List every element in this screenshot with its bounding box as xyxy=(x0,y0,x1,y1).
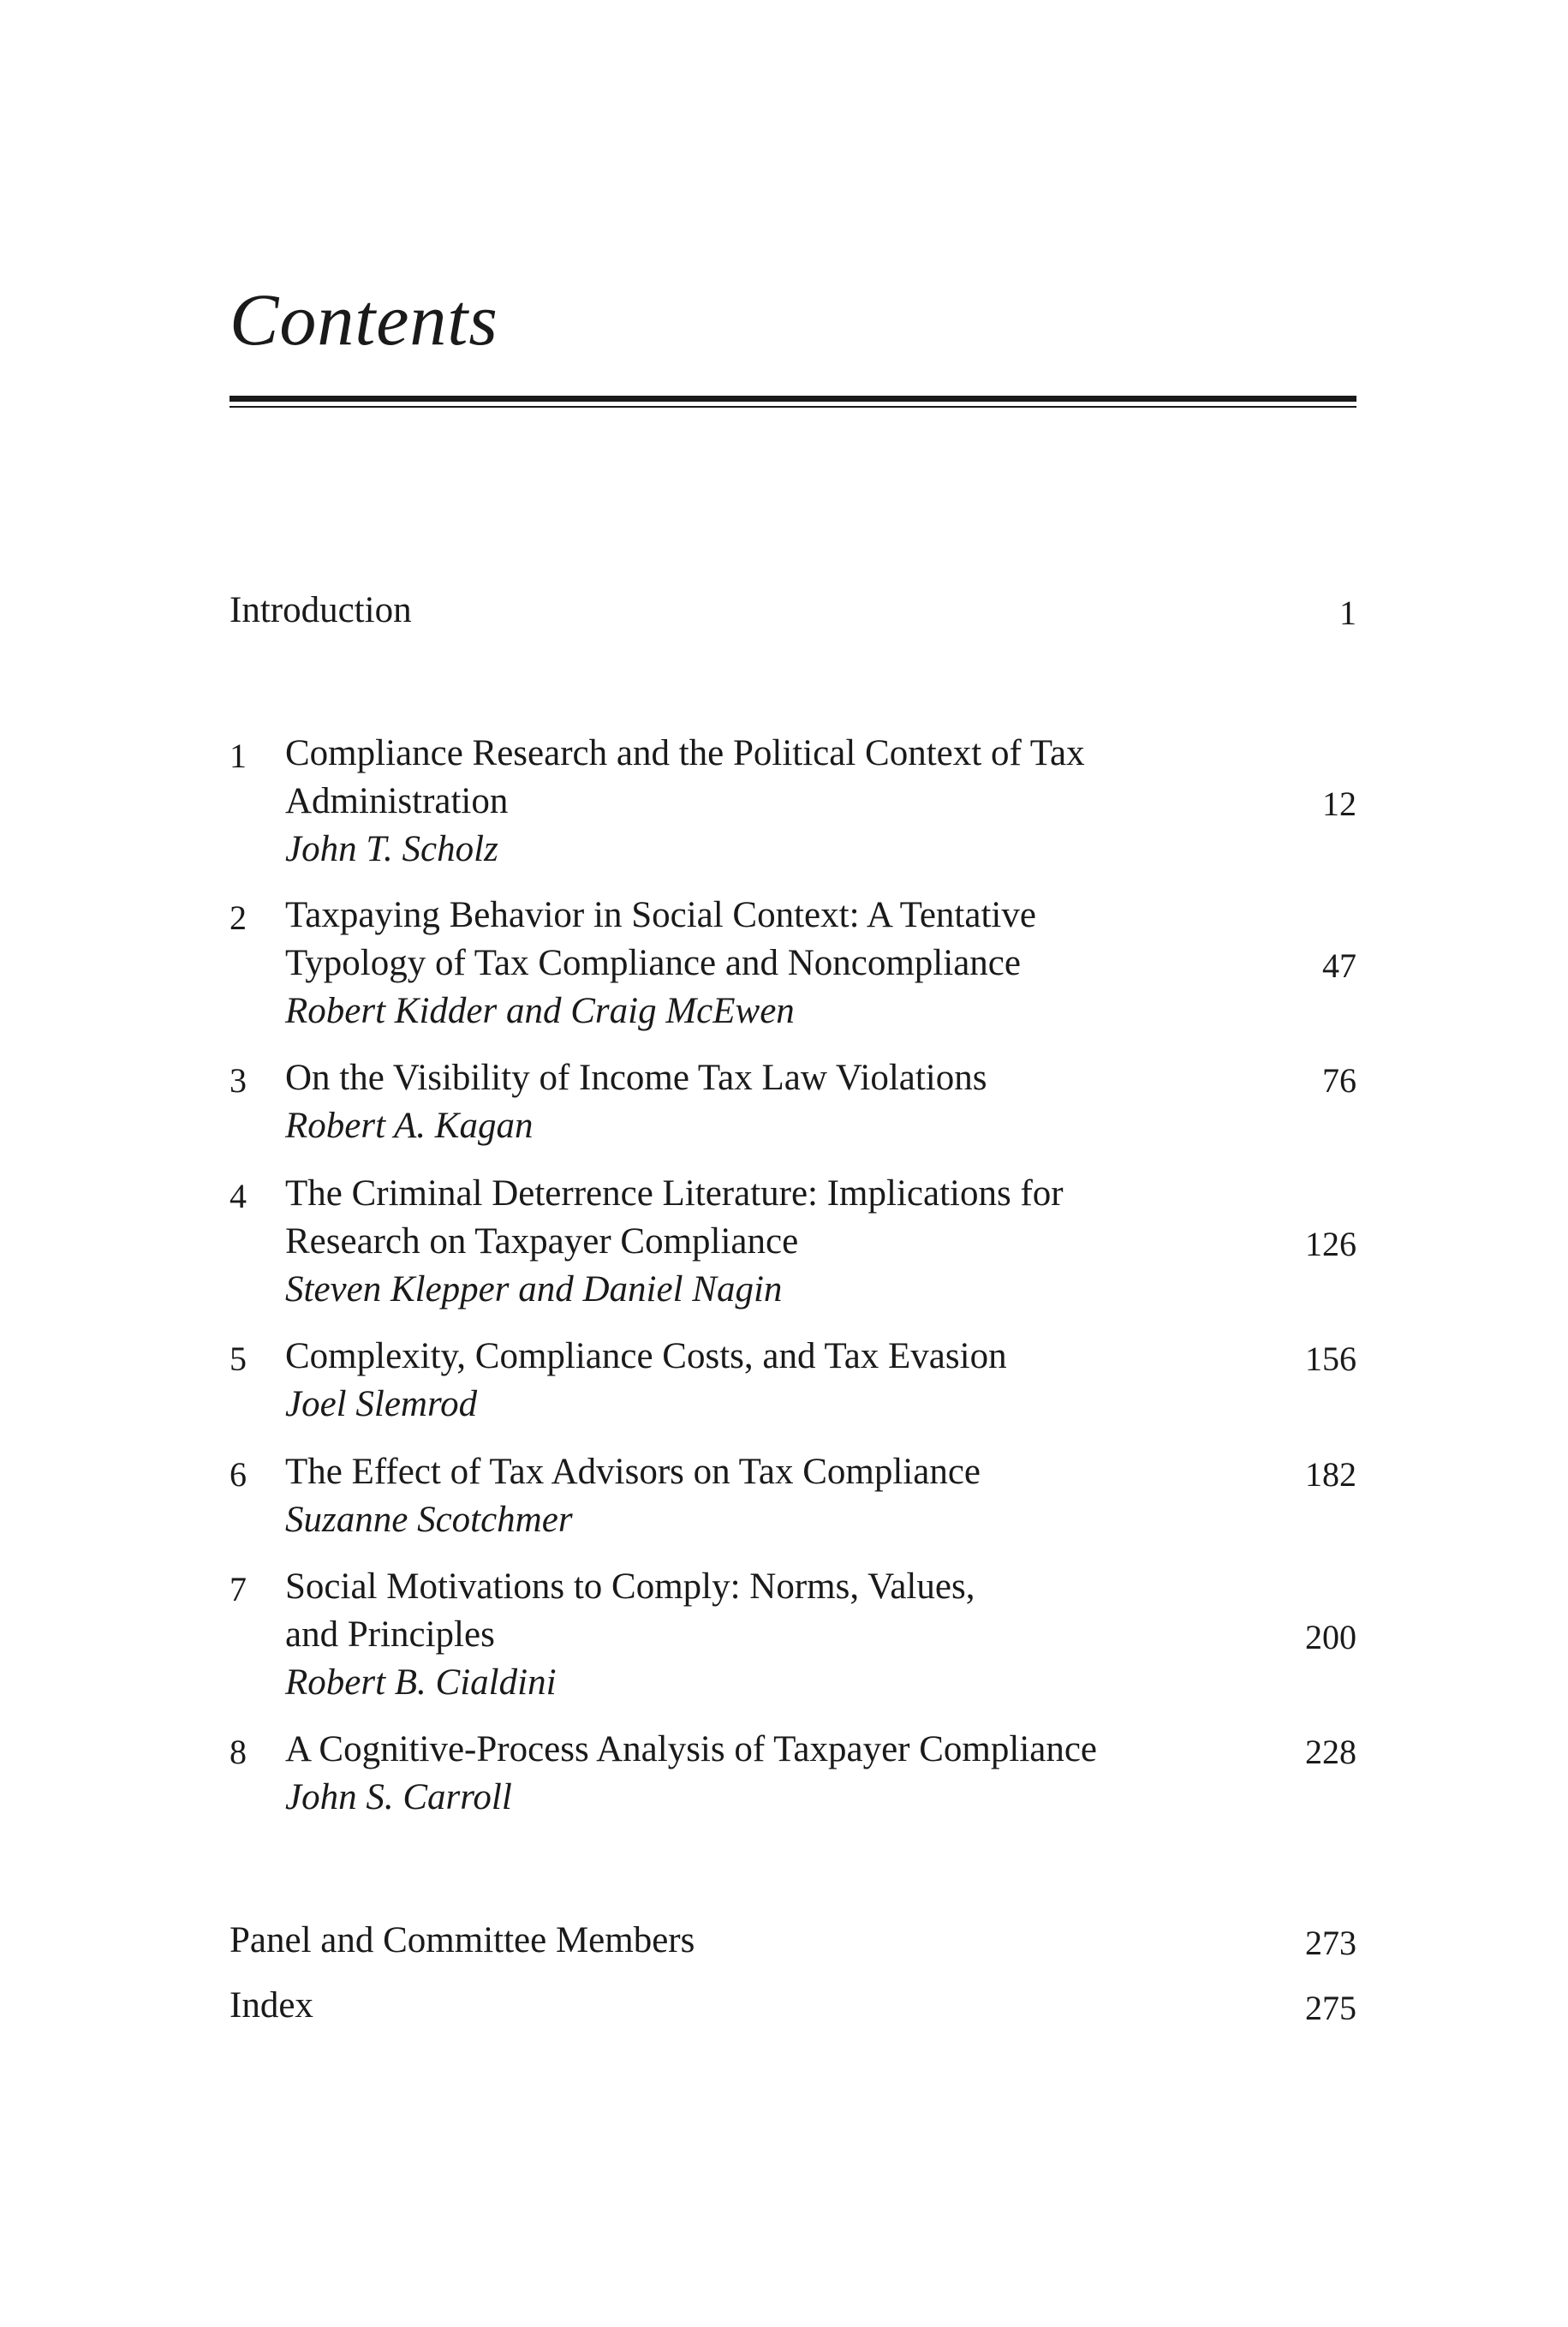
chapter-title-line: On the Visibility of Income Tax Law Violations xyxy=(285,1058,987,1098)
toc-page-number: 156 xyxy=(1305,1340,1356,1378)
chapter-number: 2 xyxy=(230,898,247,937)
chapter-number: 1 xyxy=(230,737,247,775)
toc-page-number: 273 xyxy=(1305,1924,1356,1962)
toc-entry-label: Index xyxy=(230,1985,313,2026)
chapter-title-line: The Effect of Tax Advisors on Tax Compliance xyxy=(285,1452,981,1492)
toc-page-number: 1 xyxy=(1339,594,1356,632)
chapter-author: John T. Scholz xyxy=(285,829,498,869)
toc-page-number: 47 xyxy=(1322,946,1356,985)
chapter-number: 7 xyxy=(230,1570,247,1608)
page-title: Contents xyxy=(230,278,498,361)
chapter-title-line: Research on Taxpayer Compliance xyxy=(285,1221,799,1262)
chapter-number: 8 xyxy=(230,1733,247,1771)
toc-page-number: 200 xyxy=(1305,1618,1356,1656)
chapter-number: 3 xyxy=(230,1061,247,1100)
chapter-title-line: Social Motivations to Comply: Norms, Values, xyxy=(285,1566,975,1607)
chapter-author: Steven Klepper and Daniel Nagin xyxy=(285,1269,783,1310)
chapter-author: Suzanne Scotchmer xyxy=(285,1500,573,1540)
toc-page-number: 12 xyxy=(1322,785,1356,823)
toc-page-number: 228 xyxy=(1305,1733,1356,1771)
chapter-author: Joel Slemrod xyxy=(285,1384,478,1424)
toc-entry-label: Introduction xyxy=(230,590,412,630)
toc-page-number: 182 xyxy=(1305,1455,1356,1494)
toc-page-number: 76 xyxy=(1322,1061,1356,1100)
toc-page-number: 126 xyxy=(1305,1225,1356,1263)
chapter-title-line: Compliance Research and the Political Context of Tax xyxy=(285,733,1085,773)
chapter-number: 6 xyxy=(230,1455,247,1494)
chapter-title-line: Complexity, Compliance Costs, and Tax Evasion xyxy=(285,1336,1007,1376)
chapter-author: John S. Carroll xyxy=(285,1777,512,1817)
toc-entry-label: Panel and Committee Members xyxy=(230,1920,695,1960)
chapter-number: 5 xyxy=(230,1340,247,1378)
chapter-title-line: The Criminal Deterrence Literature: Implications for xyxy=(285,1173,1064,1214)
chapter-title-line: Taxpaying Behavior in Social Context: A Tentative xyxy=(285,895,1036,935)
chapter-title-line: Administration xyxy=(285,781,509,821)
toc-page-number: 275 xyxy=(1305,1989,1356,2027)
chapter-title-line: A Cognitive-Process Analysis of Taxpayer Compliance xyxy=(285,1729,1098,1769)
chapter-title-line: and Principles xyxy=(285,1614,495,1655)
chapter-number: 4 xyxy=(230,1177,247,1215)
chapter-author: Robert B. Cialdini xyxy=(285,1662,557,1703)
title-rule-thin xyxy=(230,406,1356,408)
chapter-author: Robert A. Kagan xyxy=(285,1106,534,1146)
title-rule-thick xyxy=(230,396,1356,402)
chapter-author: Robert Kidder and Craig McEwen xyxy=(285,991,795,1031)
chapter-title-line: Typology of Tax Compliance and Noncompliance xyxy=(285,943,1021,983)
